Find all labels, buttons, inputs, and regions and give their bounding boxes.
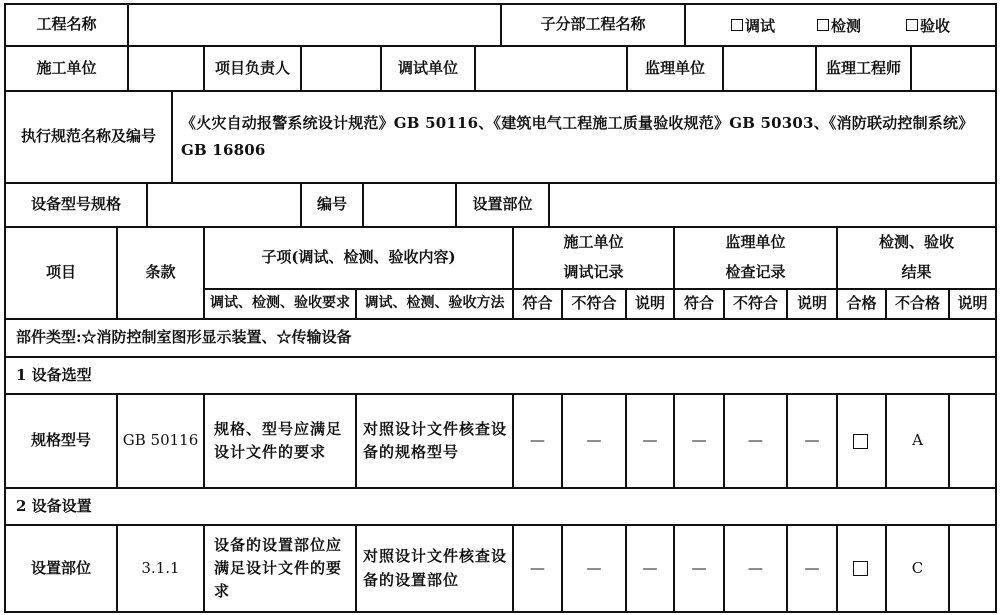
supervision-engineer-field[interactable] [912,47,995,90]
row-supervision-conform[interactable]: — [691,431,707,450]
rule [995,3,997,613]
rule [171,90,173,184]
section-title: 2 设备设置 [16,496,92,515]
standard-text: 《火灾自动报警系统设计规范》GB 50116、《建筑电气工程施工质量验收规范》GB 50303、《消防联动控制系统》GB 16806 [181,114,974,159]
option-debug-label: 调试 [745,16,776,35]
checkbox-icon [906,19,918,31]
row-supervision-note[interactable]: — [804,431,820,450]
row-requirement: 规格、型号应满足设计文件的要求 [214,419,343,461]
col-supervision-conform: 符合 [683,294,714,313]
equipment-model-label: 设备型号规格 [30,195,121,214]
col-sub-item: 子项(调试、检测、验收内容) [261,248,456,267]
row-pass[interactable] [838,395,885,487]
option-detect[interactable] [817,5,861,45]
checkbox-icon [853,434,868,449]
component-type: 部件类型:☆消防控制室图形显示装置、☆传输设备 [16,328,352,347]
standard-label: 执行规范名称及编号 [20,127,156,146]
checkbox-icon [853,561,868,576]
checkbox-icon [731,19,743,31]
row-supervision-conform[interactable]: — [691,558,707,577]
col-supervision-record-line2: 检查记录 [725,263,786,282]
project-leader-label: 项目负责人 [214,58,290,77]
rule [355,393,357,489]
sub-project-name-label: 子分部工程名称 [540,15,646,34]
supervision-unit-field[interactable] [724,47,815,90]
supervision-engineer-label: 监理工程师 [825,58,901,77]
row-construction-note[interactable]: — [642,431,658,450]
row-grade: C [911,558,924,577]
option-accept-label: 验收 [920,16,951,35]
construction-unit-label: 施工单位 [36,58,97,77]
col-construction-nonconform: 不符合 [571,294,617,313]
col-construction-conform: 符合 [522,294,553,313]
number-label: 编号 [316,195,347,214]
row-pass[interactable] [838,526,885,611]
row-method: 对照设计文件核查设备的规格型号 [363,419,508,461]
col-method: 调试、检测、验收方法 [364,295,505,312]
option-detect-label: 检测 [831,16,862,35]
rule [203,393,205,489]
col-construction-note: 说明 [634,294,665,313]
debug-unit-label: 调试单位 [397,58,458,77]
col-result-note: 说明 [957,294,988,313]
col-item: 项目 [45,263,76,282]
construction-unit-field[interactable] [129,47,203,90]
option-debug[interactable] [731,5,775,45]
row-construction-nonconform[interactable]: — [586,558,602,577]
debug-unit-field[interactable] [476,47,626,90]
col-supervision-note: 说明 [796,294,827,313]
row-result-note[interactable] [950,526,995,611]
col-construction-record-line1: 施工单位 [563,233,624,252]
row-clause: GB 50116 [122,431,199,450]
rule [684,3,686,47]
row-result-note[interactable] [950,395,995,487]
project-name-label: 工程名称 [36,15,97,34]
row-construction-nonconform[interactable]: — [586,431,602,450]
row-construction-conform[interactable]: — [530,431,545,450]
col-result-line1: 检测、验收 [878,233,954,252]
row-clause: 3.1.1 [141,558,180,577]
col-construction-record-line2: 调试记录 [563,263,624,282]
option-accept[interactable] [906,5,950,45]
col-supervision-record-line1: 监理单位 [725,233,786,252]
rule [4,611,997,613]
col-fail: 不合格 [894,294,940,313]
location-field[interactable] [550,184,995,226]
row-construction-conform[interactable]: — [530,558,545,577]
col-result-line2: 结果 [901,263,932,282]
number-field[interactable] [364,184,455,226]
col-clause: 条款 [145,263,176,282]
row-supervision-nonconform[interactable]: — [748,431,763,450]
row-supervision-note[interactable]: — [804,558,820,577]
row-method: 对照设计文件核查设备的设置部位 [363,547,508,589]
row-requirement: 设备的设置部位应满足设计文件的要求 [214,535,343,601]
row-item: 设置部位 [30,558,91,577]
rule [355,524,357,613]
equipment-model-field[interactable] [148,184,300,226]
col-supervision-nonconform: 不符合 [732,294,778,313]
location-label: 设置部位 [472,195,533,214]
row-grade: A [912,431,923,450]
row-supervision-nonconform[interactable]: — [748,558,763,577]
row-construction-note[interactable]: — [642,558,658,577]
project-name-field[interactable] [129,5,500,45]
project-leader-field[interactable] [302,47,380,90]
col-pass: 合格 [846,294,877,313]
row-item: 规格型号 [30,431,91,450]
col-requirement: 调试、检测、验收要求 [210,295,350,312]
section-title: 1 设备选型 [16,365,92,384]
rule [203,524,205,613]
supervision-unit-label: 监理单位 [644,58,705,77]
checkbox-icon [817,19,829,31]
